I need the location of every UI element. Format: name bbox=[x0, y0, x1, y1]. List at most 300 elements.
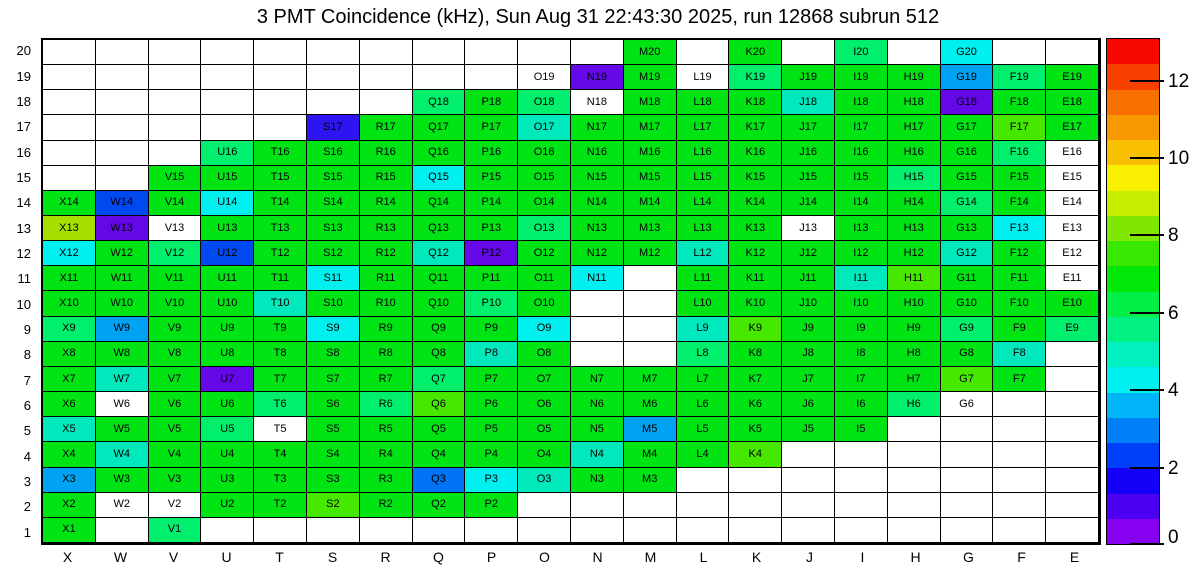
heatmap-cell: R11 bbox=[360, 266, 413, 291]
heatmap-cell bbox=[360, 65, 413, 90]
x-axis bbox=[41, 548, 1101, 568]
heatmap-cell: R6 bbox=[360, 392, 413, 417]
heatmap-cell: L17 bbox=[677, 115, 730, 140]
colorbar-band bbox=[1107, 418, 1159, 443]
heatmap-cell bbox=[96, 115, 149, 140]
heatmap-cell bbox=[993, 493, 1046, 518]
heatmap-cell bbox=[43, 40, 96, 65]
heatmap-cell bbox=[571, 291, 624, 316]
heatmap-cell: L9 bbox=[677, 317, 730, 342]
heatmap-cell: R9 bbox=[360, 317, 413, 342]
heatmap-cell: O14 bbox=[518, 191, 571, 216]
heatmap-cell bbox=[729, 493, 782, 518]
heatmap-cell bbox=[571, 518, 624, 543]
heatmap-cell: G10 bbox=[941, 291, 994, 316]
heatmap-cell: X11 bbox=[43, 266, 96, 291]
heatmap-cell: F9 bbox=[993, 317, 1046, 342]
heatmap-cell: U16 bbox=[201, 141, 254, 166]
heatmap-cell: T12 bbox=[254, 241, 307, 266]
colorbar-band bbox=[1107, 494, 1159, 519]
heatmap-cell: O17 bbox=[518, 115, 571, 140]
heatmap-cell bbox=[677, 40, 730, 65]
heatmap-cell bbox=[254, 518, 307, 543]
heatmap-cell: K11 bbox=[729, 266, 782, 291]
x-axis-label: O bbox=[539, 549, 550, 565]
heatmap-cell: R12 bbox=[360, 241, 413, 266]
heatmap-cell: L15 bbox=[677, 166, 730, 191]
heatmap-cell: J13 bbox=[782, 216, 835, 241]
colorbar-band bbox=[1107, 39, 1159, 64]
heatmap-cell: F12 bbox=[993, 241, 1046, 266]
heatmap-cell: I12 bbox=[835, 241, 888, 266]
heatmap-cell: S6 bbox=[307, 392, 360, 417]
heatmap-cell: M6 bbox=[624, 392, 677, 417]
heatmap-cell bbox=[201, 65, 254, 90]
heatmap-cell bbox=[677, 518, 730, 543]
heatmap-cell: G14 bbox=[941, 191, 994, 216]
heatmap-cell: M19 bbox=[624, 65, 677, 90]
heatmap-cell: H19 bbox=[888, 65, 941, 90]
heatmap-cell: P11 bbox=[465, 266, 518, 291]
heatmap-cell: X3 bbox=[43, 468, 96, 493]
heatmap-cell bbox=[782, 40, 835, 65]
heatmap-cell: T16 bbox=[254, 141, 307, 166]
x-axis-label: G bbox=[963, 549, 974, 565]
x-axis-label: V bbox=[168, 549, 179, 565]
heatmap-cell bbox=[624, 317, 677, 342]
heatmap-cell: I9 bbox=[835, 317, 888, 342]
heatmap-cell: K14 bbox=[729, 191, 782, 216]
heatmap-cell: N14 bbox=[571, 191, 624, 216]
heatmap-cell bbox=[1046, 342, 1099, 367]
heatmap-cell bbox=[888, 40, 941, 65]
x-axis-label: S bbox=[327, 549, 338, 565]
heatmap-cell: O3 bbox=[518, 468, 571, 493]
heatmap-cell bbox=[993, 468, 1046, 493]
heatmap-cell: I6 bbox=[835, 392, 888, 417]
heatmap-cell: S12 bbox=[307, 241, 360, 266]
heatmap-cell: T11 bbox=[254, 266, 307, 291]
heatmap-cell bbox=[201, 518, 254, 543]
heatmap-cell: K18 bbox=[729, 90, 782, 115]
heatmap-cell: H14 bbox=[888, 191, 941, 216]
heatmap-cell: V9 bbox=[149, 317, 202, 342]
heatmap-cell: L19 bbox=[677, 65, 730, 90]
heatmap-cell: N16 bbox=[571, 141, 624, 166]
heatmap-cell: P6 bbox=[465, 392, 518, 417]
heatmap-cell: F7 bbox=[993, 367, 1046, 392]
heatmap-cell: G15 bbox=[941, 166, 994, 191]
heatmap-cell: E15 bbox=[1046, 166, 1099, 191]
colorbar-band bbox=[1107, 342, 1159, 367]
heatmap-cell: S10 bbox=[307, 291, 360, 316]
heatmap-cell: W11 bbox=[96, 266, 149, 291]
heatmap-cell: W6 bbox=[96, 392, 149, 417]
heatmap-cell: U2 bbox=[201, 493, 254, 518]
heatmap-cell: N18 bbox=[571, 90, 624, 115]
colorbar-band bbox=[1107, 519, 1159, 544]
heatmap-cell: X14 bbox=[43, 191, 96, 216]
heatmap-cell: Q11 bbox=[413, 266, 466, 291]
heatmap-cell bbox=[201, 90, 254, 115]
heatmap-cell bbox=[1046, 367, 1099, 392]
colorbar-band bbox=[1107, 241, 1159, 266]
heatmap-cell: S5 bbox=[307, 417, 360, 442]
heatmap-cell: J9 bbox=[782, 317, 835, 342]
heatmap-cell: U14 bbox=[201, 191, 254, 216]
heatmap-cell: U15 bbox=[201, 166, 254, 191]
heatmap-cell: R4 bbox=[360, 442, 413, 467]
heatmap-cell: M14 bbox=[624, 191, 677, 216]
y-axis-label: 19 bbox=[16, 68, 31, 84]
heatmap-cell: K8 bbox=[729, 342, 782, 367]
heatmap-cell bbox=[624, 266, 677, 291]
heatmap-cell bbox=[571, 342, 624, 367]
heatmap-cell: K5 bbox=[729, 417, 782, 442]
y-axis-label: 13 bbox=[16, 220, 31, 236]
heatmap-cell: Q5 bbox=[413, 417, 466, 442]
heatmap-cell bbox=[149, 65, 202, 90]
heatmap-cell bbox=[201, 40, 254, 65]
heatmap-cell: G18 bbox=[941, 90, 994, 115]
x-axis-label: F bbox=[1017, 549, 1026, 565]
heatmap-cell: T2 bbox=[254, 493, 307, 518]
heatmap-cell: N4 bbox=[571, 442, 624, 467]
heatmap-cell: Q3 bbox=[413, 468, 466, 493]
heatmap-cell: Q7 bbox=[413, 367, 466, 392]
heatmap-cell: N7 bbox=[571, 367, 624, 392]
y-axis-label: 10 bbox=[16, 296, 31, 312]
heatmap-cell: Q6 bbox=[413, 392, 466, 417]
colorbar-tick-label: 10 bbox=[1168, 147, 1190, 169]
colorbar-band bbox=[1107, 216, 1159, 241]
heatmap-cell bbox=[465, 65, 518, 90]
heatmap-cell bbox=[1046, 40, 1099, 65]
heatmap-cell: M16 bbox=[624, 141, 677, 166]
heatmap-cell: R5 bbox=[360, 417, 413, 442]
heatmap-cell: G20 bbox=[941, 40, 994, 65]
heatmap-cell: I8 bbox=[835, 342, 888, 367]
heatmap-cell: O11 bbox=[518, 266, 571, 291]
heatmap-cell: M20 bbox=[624, 40, 677, 65]
y-axis-label: 18 bbox=[16, 93, 31, 109]
heatmap-cell: O16 bbox=[518, 141, 571, 166]
heatmap-cell: E16 bbox=[1046, 141, 1099, 166]
heatmap-cell bbox=[96, 40, 149, 65]
heatmap-cell: P7 bbox=[465, 367, 518, 392]
x-axis-label: M bbox=[644, 549, 657, 565]
heatmap-cell: F19 bbox=[993, 65, 1046, 90]
y-axis-label: 6 bbox=[23, 398, 31, 414]
heatmap-cell: U13 bbox=[201, 216, 254, 241]
heatmap-cell: M4 bbox=[624, 442, 677, 467]
heatmap-cell: X5 bbox=[43, 417, 96, 442]
heatmap-cell: S7 bbox=[307, 367, 360, 392]
heatmap-cell: F10 bbox=[993, 291, 1046, 316]
heatmap-cell: K15 bbox=[729, 166, 782, 191]
heatmap-cell: F13 bbox=[993, 216, 1046, 241]
heatmap-cell: J10 bbox=[782, 291, 835, 316]
heatmap-cell: N17 bbox=[571, 115, 624, 140]
heatmap-cell: E9 bbox=[1046, 317, 1099, 342]
heatmap-cell: L11 bbox=[677, 266, 730, 291]
heatmap-cell: X10 bbox=[43, 291, 96, 316]
heatmap-cell bbox=[571, 493, 624, 518]
heatmap-cell bbox=[149, 115, 202, 140]
heatmap-cell: S17 bbox=[307, 115, 360, 140]
heatmap-cell: W5 bbox=[96, 417, 149, 442]
heatmap-cell: E12 bbox=[1046, 241, 1099, 266]
heatmap-cell: R17 bbox=[360, 115, 413, 140]
heatmap-cell bbox=[624, 291, 677, 316]
heatmap-cell: R15 bbox=[360, 166, 413, 191]
heatmap-cell: K9 bbox=[729, 317, 782, 342]
heatmap-cell: N3 bbox=[571, 468, 624, 493]
heatmap-cell bbox=[96, 518, 149, 543]
heatmap-cell bbox=[254, 90, 307, 115]
heatmap-cell: R13 bbox=[360, 216, 413, 241]
heatmap-cell: Q12 bbox=[413, 241, 466, 266]
heatmap-cell: X8 bbox=[43, 342, 96, 367]
colorbar-band bbox=[1107, 140, 1159, 165]
heatmap-cell: J7 bbox=[782, 367, 835, 392]
heatmap-cell: V8 bbox=[149, 342, 202, 367]
heatmap-cell: P17 bbox=[465, 115, 518, 140]
heatmap-cell: J14 bbox=[782, 191, 835, 216]
colorbar-band bbox=[1107, 367, 1159, 392]
x-axis-label: H bbox=[910, 549, 921, 565]
x-axis-label: Q bbox=[433, 549, 444, 565]
heatmap-cell: U3 bbox=[201, 468, 254, 493]
heatmap-cell: H11 bbox=[888, 266, 941, 291]
heatmap-cell: J18 bbox=[782, 90, 835, 115]
heatmap-cell: O9 bbox=[518, 317, 571, 342]
heatmap-cell bbox=[1046, 417, 1099, 442]
heatmap-cell: I14 bbox=[835, 191, 888, 216]
heatmap-cell: V4 bbox=[149, 442, 202, 467]
heatmap-cell bbox=[149, 90, 202, 115]
heatmap-cell bbox=[835, 493, 888, 518]
heatmap-cell bbox=[677, 493, 730, 518]
heatmap-cell: J16 bbox=[782, 141, 835, 166]
heatmap-cell: G16 bbox=[941, 141, 994, 166]
heatmap-cell: T8 bbox=[254, 342, 307, 367]
heatmap-cell: F15 bbox=[993, 166, 1046, 191]
heatmap-cell: O12 bbox=[518, 241, 571, 266]
heatmap-cell: I10 bbox=[835, 291, 888, 316]
heatmap-cell: U12 bbox=[201, 241, 254, 266]
heatmap-cell: X7 bbox=[43, 367, 96, 392]
heatmap-cell: J5 bbox=[782, 417, 835, 442]
heatmap-cell bbox=[888, 417, 941, 442]
heatmap-cell: H18 bbox=[888, 90, 941, 115]
y-axis-label: 9 bbox=[23, 322, 31, 338]
heatmap-cell: E11 bbox=[1046, 266, 1099, 291]
colorbar bbox=[1106, 38, 1160, 545]
heatmap-cell: I20 bbox=[835, 40, 888, 65]
heatmap-cell: W9 bbox=[96, 317, 149, 342]
heatmap-cell: H9 bbox=[888, 317, 941, 342]
heatmap-cell: H7 bbox=[888, 367, 941, 392]
heatmap-cell bbox=[624, 342, 677, 367]
heatmap-cell: N13 bbox=[571, 216, 624, 241]
heatmap-cell: T9 bbox=[254, 317, 307, 342]
heatmap-cell: X13 bbox=[43, 216, 96, 241]
heatmap-cell: F17 bbox=[993, 115, 1046, 140]
heatmap-cell: H6 bbox=[888, 392, 941, 417]
x-axis-label: W bbox=[113, 549, 128, 565]
heatmap-cell: G12 bbox=[941, 241, 994, 266]
colorbar-band bbox=[1107, 317, 1159, 342]
heatmap-cell: N5 bbox=[571, 417, 624, 442]
heatmap-cell: Q4 bbox=[413, 442, 466, 467]
heatmap-cell bbox=[782, 493, 835, 518]
heatmap-frame bbox=[41, 38, 1101, 545]
heatmap-cell: T4 bbox=[254, 442, 307, 467]
heatmap-cell: W7 bbox=[96, 367, 149, 392]
heatmap-cell bbox=[465, 40, 518, 65]
heatmap-cell: U4 bbox=[201, 442, 254, 467]
heatmap-cell: P12 bbox=[465, 241, 518, 266]
heatmap-cell: M12 bbox=[624, 241, 677, 266]
heatmap-cell bbox=[993, 392, 1046, 417]
heatmap-cell: X4 bbox=[43, 442, 96, 467]
heatmap-cell bbox=[993, 442, 1046, 467]
heatmap-cell: T13 bbox=[254, 216, 307, 241]
heatmap-cell: L12 bbox=[677, 241, 730, 266]
heatmap-cell: T3 bbox=[254, 468, 307, 493]
heatmap-cell: J8 bbox=[782, 342, 835, 367]
heatmap-cell bbox=[96, 166, 149, 191]
heatmap-cell: E19 bbox=[1046, 65, 1099, 90]
heatmap-cell: Q8 bbox=[413, 342, 466, 367]
heatmap-cell: J15 bbox=[782, 166, 835, 191]
heatmap-cell: K16 bbox=[729, 141, 782, 166]
heatmap-cell: Q17 bbox=[413, 115, 466, 140]
x-axis-label: N bbox=[592, 549, 603, 565]
heatmap-cell: O15 bbox=[518, 166, 571, 191]
heatmap-cell: R2 bbox=[360, 493, 413, 518]
heatmap-cell: F11 bbox=[993, 266, 1046, 291]
heatmap-cell: J17 bbox=[782, 115, 835, 140]
heatmap-cell bbox=[782, 468, 835, 493]
heatmap-cell bbox=[254, 115, 307, 140]
heatmap-cell: J12 bbox=[782, 241, 835, 266]
heatmap-cell: L14 bbox=[677, 191, 730, 216]
heatmap-cell: Q15 bbox=[413, 166, 466, 191]
colorbar-tick-label: 6 bbox=[1168, 302, 1179, 324]
heatmap-cell bbox=[518, 518, 571, 543]
heatmap-cell: F18 bbox=[993, 90, 1046, 115]
heatmap-cell: N15 bbox=[571, 166, 624, 191]
heatmap-cell: K17 bbox=[729, 115, 782, 140]
heatmap-cell bbox=[1046, 468, 1099, 493]
y-axis bbox=[0, 38, 34, 545]
y-axis-label: 12 bbox=[16, 245, 31, 261]
colorbar-band bbox=[1107, 443, 1159, 468]
heatmap-cell bbox=[307, 90, 360, 115]
heatmap-cell: H10 bbox=[888, 291, 941, 316]
heatmap-cell: O4 bbox=[518, 442, 571, 467]
heatmap-cell: R7 bbox=[360, 367, 413, 392]
heatmap-cell: H12 bbox=[888, 241, 941, 266]
heatmap-cell: N12 bbox=[571, 241, 624, 266]
colorbar-band bbox=[1107, 292, 1159, 317]
y-axis-label: 15 bbox=[16, 169, 31, 185]
heatmap-cell: Q9 bbox=[413, 317, 466, 342]
colorbar-band bbox=[1107, 468, 1159, 493]
heatmap-cell bbox=[465, 518, 518, 543]
heatmap-cell: V5 bbox=[149, 417, 202, 442]
heatmap-cell bbox=[43, 90, 96, 115]
heatmap-cell bbox=[518, 40, 571, 65]
heatmap-cell: W3 bbox=[96, 468, 149, 493]
heatmap-cell: R16 bbox=[360, 141, 413, 166]
heatmap-cell: L8 bbox=[677, 342, 730, 367]
heatmap-cell: S9 bbox=[307, 317, 360, 342]
y-axis-label: 7 bbox=[23, 372, 31, 388]
colorbar-band bbox=[1107, 115, 1159, 140]
heatmap-cell: W14 bbox=[96, 191, 149, 216]
heatmap-cell bbox=[149, 40, 202, 65]
heatmap-cell bbox=[307, 40, 360, 65]
heatmap-cell: J11 bbox=[782, 266, 835, 291]
heatmap-cell: Q18 bbox=[413, 90, 466, 115]
heatmap-cell bbox=[941, 417, 994, 442]
heatmap-cell: S2 bbox=[307, 493, 360, 518]
heatmap-cell: L16 bbox=[677, 141, 730, 166]
heatmap-cell bbox=[993, 417, 1046, 442]
heatmap-cell: G8 bbox=[941, 342, 994, 367]
heatmap-cell: W8 bbox=[96, 342, 149, 367]
heatmap-cell: H15 bbox=[888, 166, 941, 191]
heatmap-cell: H17 bbox=[888, 115, 941, 140]
heatmap-cell bbox=[888, 493, 941, 518]
heatmap-cell bbox=[888, 442, 941, 467]
heatmap-cell: O10 bbox=[518, 291, 571, 316]
colorbar-tick-label: 2 bbox=[1168, 457, 1179, 479]
colorbar-band bbox=[1107, 191, 1159, 216]
heatmap-cell: U7 bbox=[201, 367, 254, 392]
heatmap-cell bbox=[43, 65, 96, 90]
heatmap-cell bbox=[993, 518, 1046, 543]
heatmap-cell: R10 bbox=[360, 291, 413, 316]
colorbar-tick-label: 12 bbox=[1168, 70, 1190, 92]
heatmap-cell: S11 bbox=[307, 266, 360, 291]
heatmap-cell: T10 bbox=[254, 291, 307, 316]
heatmap-cell: X1 bbox=[43, 518, 96, 543]
heatmap-cell: K19 bbox=[729, 65, 782, 90]
heatmap-cell: K13 bbox=[729, 216, 782, 241]
heatmap-cell bbox=[360, 40, 413, 65]
heatmap-cell: W4 bbox=[96, 442, 149, 467]
heatmap-cell: P5 bbox=[465, 417, 518, 442]
heatmap-cell bbox=[835, 518, 888, 543]
heatmap-cell: X2 bbox=[43, 493, 96, 518]
heatmap-cell: R8 bbox=[360, 342, 413, 367]
heatmap-cell: V10 bbox=[149, 291, 202, 316]
heatmap-cell: P13 bbox=[465, 216, 518, 241]
heatmap-cell bbox=[1046, 518, 1099, 543]
heatmap-cell: I5 bbox=[835, 417, 888, 442]
x-axis-label: T bbox=[275, 549, 284, 565]
heatmap-cell: I18 bbox=[835, 90, 888, 115]
heatmap-cell: P8 bbox=[465, 342, 518, 367]
heatmap-cell: P4 bbox=[465, 442, 518, 467]
y-axis-label: 20 bbox=[16, 43, 31, 59]
y-axis-label: 16 bbox=[16, 144, 31, 160]
heatmap-cell bbox=[888, 518, 941, 543]
